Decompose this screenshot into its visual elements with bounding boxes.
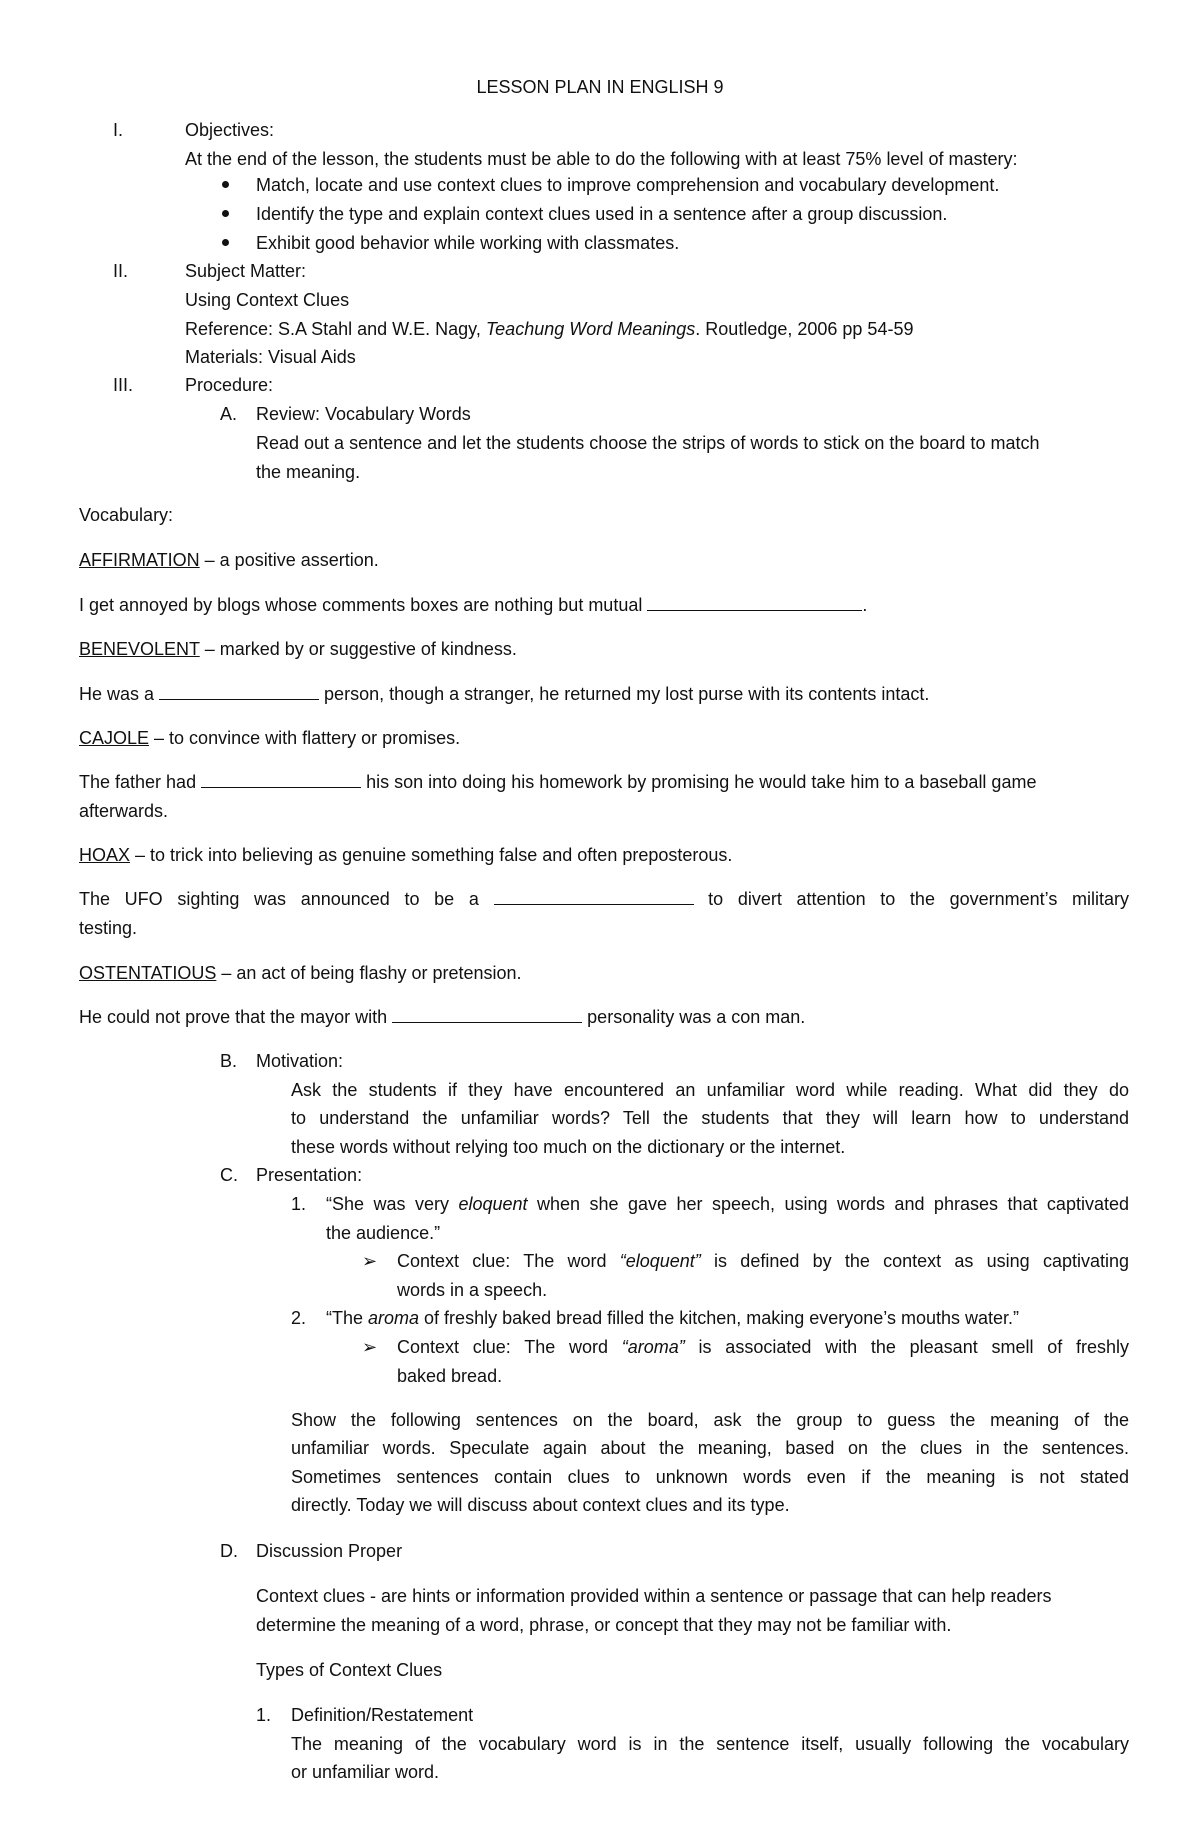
vocabulary-word: AFFIRMATION: [79, 550, 200, 570]
section-number: II.: [113, 261, 129, 281]
subject-topic: Using Context Clues: [185, 290, 350, 310]
fill-in-blank: [494, 888, 694, 905]
subsection-heading: Motivation:: [256, 1051, 344, 1071]
vocabulary-entry: BENEVOLENT – marked by or suggestive of kindness.: [79, 639, 517, 659]
bullet-icon: [222, 210, 229, 217]
vocabulary-sentence: testing.: [79, 918, 138, 938]
vocabulary-sentence: He was a person, though a stranger, he returned my lost purse with its contents intact.: [79, 684, 930, 704]
vocabulary-label: Vocabulary:: [79, 505, 174, 525]
fill-in-blank: [392, 1006, 582, 1023]
subsection-heading: Review: Vocabulary Words: [256, 404, 471, 424]
review-text: the meaning.: [256, 462, 361, 482]
subject-reference: Reference: S.A Stahl and W.E. Nagy, Teachung Word Meanings. Routledge, 2006 pp 54-59: [185, 319, 914, 339]
section-heading: Procedure:: [185, 375, 274, 395]
vocabulary-sentence: He could not prove that the mayor with personality was a con man.: [79, 1007, 806, 1027]
vocabulary-sentence: I get annoyed by blogs whose comments boxes are nothing but mutual .: [79, 595, 868, 615]
objectives-intro: At the end of the lesson, the students must be able to do the following with at least 75% level of mastery:: [185, 149, 1018, 169]
context-clue: baked bread.: [397, 1366, 503, 1386]
bullet-icon: [222, 239, 229, 246]
vocabulary-entry: HOAX – to trick into believing as genuine something false and often preposterous.: [79, 845, 733, 865]
type-number: 1.: [256, 1705, 272, 1725]
example-number: 2.: [291, 1308, 307, 1328]
subject-materials: Materials: Visual Aids: [185, 347, 356, 367]
context-clue: Context clue: The word “eloquent” is defined by the context as using captivating: [397, 1251, 1129, 1271]
vocabulary-entry: CAJOLE – to convince with flattery or promises.: [79, 728, 461, 748]
emphasized-word: “aroma”: [621, 1337, 685, 1357]
vocabulary-word: BENEVOLENT: [79, 639, 200, 659]
presentation-paragraph: Show the following sentences on the board, ask the group to guess the meaning of the: [291, 1410, 1129, 1430]
document-title: LESSON PLAN IN ENGLISH 9: [476, 77, 724, 97]
arrow-bullet-icon: ➢: [362, 1251, 378, 1271]
review-text: Read out a sentence and let the students choose the strips of words to stick on the board to match: [256, 433, 1040, 453]
emphasized-word: eloquent: [458, 1194, 528, 1214]
vocabulary-sentence: The father had his son into doing his homework by promising he would take him to a baseball game: [79, 772, 1037, 792]
vocabulary-sentence: The UFO sighting was announced to be a to divert attention to the government’s military: [79, 889, 1130, 909]
subsection-letter: D.: [220, 1541, 238, 1561]
subsection-letter: C.: [220, 1165, 238, 1185]
vocabulary-word: HOAX: [79, 845, 131, 865]
motivation-text: Ask the students if they have encountered an unfamiliar word while reading. What did they do: [291, 1080, 1129, 1100]
motivation-text: to understand the unfamiliar words? Tell the students that they will learn how to understand: [291, 1108, 1129, 1128]
subsection-heading: Presentation:: [256, 1165, 363, 1185]
example-sentence: the audience.”: [326, 1223, 441, 1243]
section-heading: Subject Matter:: [185, 261, 307, 281]
subsection-heading: Discussion Proper: [256, 1541, 403, 1561]
discussion-definition: Context clues - are hints or information provided within a sentence or passage that can help readers: [256, 1586, 1052, 1606]
vocabulary-entry: AFFIRMATION – a positive assertion.: [79, 550, 379, 570]
type-description: The meaning of the vocabulary word is in the sentence itself, usually following the vocabulary: [291, 1734, 1129, 1754]
vocabulary-sentence: afterwards.: [79, 801, 169, 821]
motivation-text: these words without relying too much on the dictionary or the internet.: [291, 1137, 846, 1157]
example-number: 1.: [291, 1194, 307, 1214]
subsection-letter: B.: [220, 1051, 238, 1071]
section-number: I.: [113, 120, 124, 140]
bullet-icon: [222, 181, 229, 188]
context-clue: words in a speech.: [397, 1280, 548, 1300]
discussion-definition: determine the meaning of a word, phrase, or concept that they may not be familiar with.: [256, 1615, 952, 1635]
vocabulary-entry: OSTENTATIOUS – an act of being flashy or pretension.: [79, 963, 522, 983]
fill-in-blank: [201, 771, 361, 788]
objective-item: Exhibit good behavior while working with classmates.: [256, 233, 680, 253]
emphasized-word: aroma: [368, 1308, 420, 1328]
example-sentence: “The aroma of freshly baked bread filled the kitchen, making everyone’s mouths water.”: [326, 1308, 1020, 1328]
vocabulary-word: CAJOLE: [79, 728, 150, 748]
vocabulary-word: OSTENTATIOUS: [79, 963, 217, 983]
objective-item: Match, locate and use context clues to improve comprehension and vocabulary development.: [256, 175, 1000, 195]
type-name: Definition/Restatement: [291, 1705, 474, 1725]
fill-in-blank: [647, 594, 862, 611]
presentation-paragraph: Sometimes sentences contain clues to unknown words even if the meaning is not stated: [291, 1467, 1129, 1487]
arrow-bullet-icon: ➢: [362, 1337, 378, 1357]
subsection-letter: A.: [220, 404, 238, 424]
emphasized-word: “eloquent”: [619, 1251, 701, 1271]
reference-book-title: Teachung Word Meanings: [485, 319, 696, 339]
objective-item: Identify the type and explain context clues used in a sentence after a group discussion.: [256, 204, 948, 224]
section-heading: Objectives:: [185, 120, 275, 140]
presentation-paragraph: directly. Today we will discuss about context clues and its type.: [291, 1495, 790, 1515]
section-number: III.: [113, 375, 134, 395]
fill-in-blank: [159, 683, 319, 700]
example-sentence: “She was very eloquent when she gave her speech, using words and phrases that captivated: [326, 1194, 1129, 1214]
presentation-paragraph: unfamiliar words. Speculate again about the meaning, based on the clues in the sentences.: [291, 1438, 1129, 1458]
types-heading: Types of Context Clues: [256, 1660, 443, 1680]
type-description: or unfamiliar word.: [291, 1762, 440, 1782]
context-clue: Context clue: The word “aroma” is associated with the pleasant smell of freshly: [397, 1337, 1129, 1357]
